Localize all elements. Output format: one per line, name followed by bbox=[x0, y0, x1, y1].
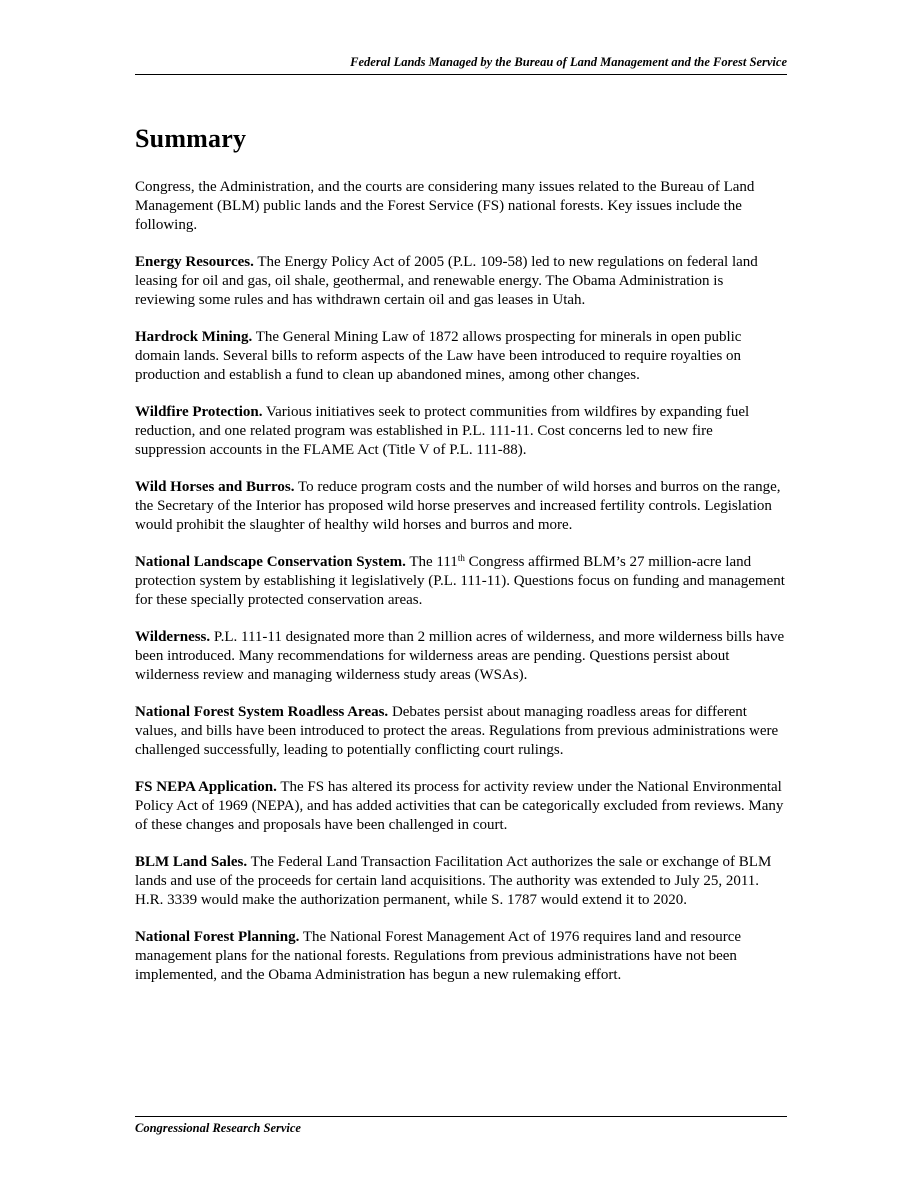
issue-text: Various initiatives seek to protect communities from wildfires by expanding fuel reduction, and one related program was established in P.L. 111-11. Cost concerns led to new fire suppression accounts in the FLAME Act (Title V of P.L. 111-88). bbox=[135, 404, 750, 458]
issue-title: National Forest System Roadless Areas. bbox=[135, 704, 389, 720]
issue-text: The FS has altered its process for activity review under the National Environmental Policy Act of 1969 (NEPA), and has added activities that can be categorically excluded from reviews. Many of these changes and proposals have been challenged in court. bbox=[135, 779, 784, 833]
issue-title: Wildfire Protection. bbox=[135, 404, 263, 420]
ordinal-superscript: th bbox=[457, 553, 465, 563]
issue-title: National Forest Planning. bbox=[135, 929, 300, 945]
issue-title: Wild Horses and Burros. bbox=[135, 479, 295, 495]
issue-text-before: The 111 bbox=[409, 554, 458, 570]
footer-publisher: Congressional Research Service bbox=[135, 1121, 301, 1135]
issue-paragraph-roadless-areas bbox=[135, 703, 787, 760]
issue-title: Wilderness. bbox=[135, 629, 211, 645]
issue-text: The Energy Policy Act of 2005 (P.L. 109-58) led to new regulations on federal land leasing for oil and gas, oil shale, geothermal, and renewable energy. The Obama Administration is reviewing some rules and has withdrawn certain oil and gas leases in Utah. bbox=[135, 254, 758, 308]
issue-text: The National Forest Management Act of 1976 requires land and resource management plans for the national forests. Regulations from previous administrations have not been implemented, and the Obama Administration has begun a new rulemaking effort. bbox=[135, 929, 742, 983]
page-footer bbox=[135, 1116, 787, 1136]
issue-paragraph-wild-horses bbox=[135, 478, 787, 535]
issue-paragraph-wildfire bbox=[135, 403, 787, 460]
issue-text: The General Mining Law of 1872 allows prospecting for minerals in open public domain lands. Several bills to reform aspects of the Law have been introduced to require royalties on production and establish a fund to clean up abandoned mines, among other changes. bbox=[135, 329, 742, 383]
issue-title: Hardrock Mining. bbox=[135, 329, 253, 345]
issue-text: To reduce program costs and the number of wild horses and burros on the range, the Secretary of the Interior has proposed wild horse preserves and increased fertility controls. Legislation would prohibit the slaughter of healthy wild horses and burros and more. bbox=[135, 479, 781, 533]
issue-text: The Federal Land Transaction Facilitation Act authorizes the sale or exchange of BLM lands and use of the proceeds for certain land acquisitions. The authority was extended to July 25, 2011. H.R. 3339 would make the authorization permanent, while S. 1787 would extend it to 2020. bbox=[135, 854, 772, 908]
running-title: Federal Lands Managed by the Bureau of Land Management and the Forest Service bbox=[350, 55, 787, 69]
issue-title: National Landscape Conservation System. bbox=[135, 554, 406, 570]
running-header bbox=[135, 55, 787, 75]
issue-title: FS NEPA Application. bbox=[135, 779, 277, 795]
issue-text-after: Congress affirmed BLM’s 27 million-acre land protection system by establishing it legislatively (P.L. 111-11). Questions focus on funding and management for these specially protected conservation areas. bbox=[135, 554, 785, 608]
summary-body bbox=[135, 178, 787, 1003]
issue-paragraph-nepa bbox=[135, 778, 787, 835]
issue-paragraph-wilderness bbox=[135, 628, 787, 685]
issue-paragraph-energy bbox=[135, 253, 787, 310]
issue-paragraph-land-sales bbox=[135, 853, 787, 910]
issue-paragraph-nlcs bbox=[135, 553, 787, 610]
summary-heading: Summary bbox=[135, 124, 247, 153]
issue-title: BLM Land Sales. bbox=[135, 854, 248, 870]
intro-paragraph: Congress, the Administration, and the courts are considering many issues related to the Bureau of Land Management (BLM) public lands and the Forest Service (FS) national forests. Key issues include the following. bbox=[135, 179, 755, 233]
issue-paragraph-forest-planning bbox=[135, 928, 787, 985]
issue-paragraph-hardrock-mining bbox=[135, 328, 787, 385]
issue-text: Debates persist about managing roadless areas for different values, and bills have been introduced to protect the areas. Regulations from previous administrations were challenged successfully, leading to potentially conflicting court rulings. bbox=[135, 704, 779, 758]
issue-title: Energy Resources. bbox=[135, 254, 254, 270]
issue-text: P.L. 111-11 designated more than 2 million acres of wilderness, and more wilderness bills have been introduced. Many recommendations for wilderness areas are pending. Questions persist about wilderness review and managing wilderness study areas (WSAs). bbox=[135, 629, 785, 683]
